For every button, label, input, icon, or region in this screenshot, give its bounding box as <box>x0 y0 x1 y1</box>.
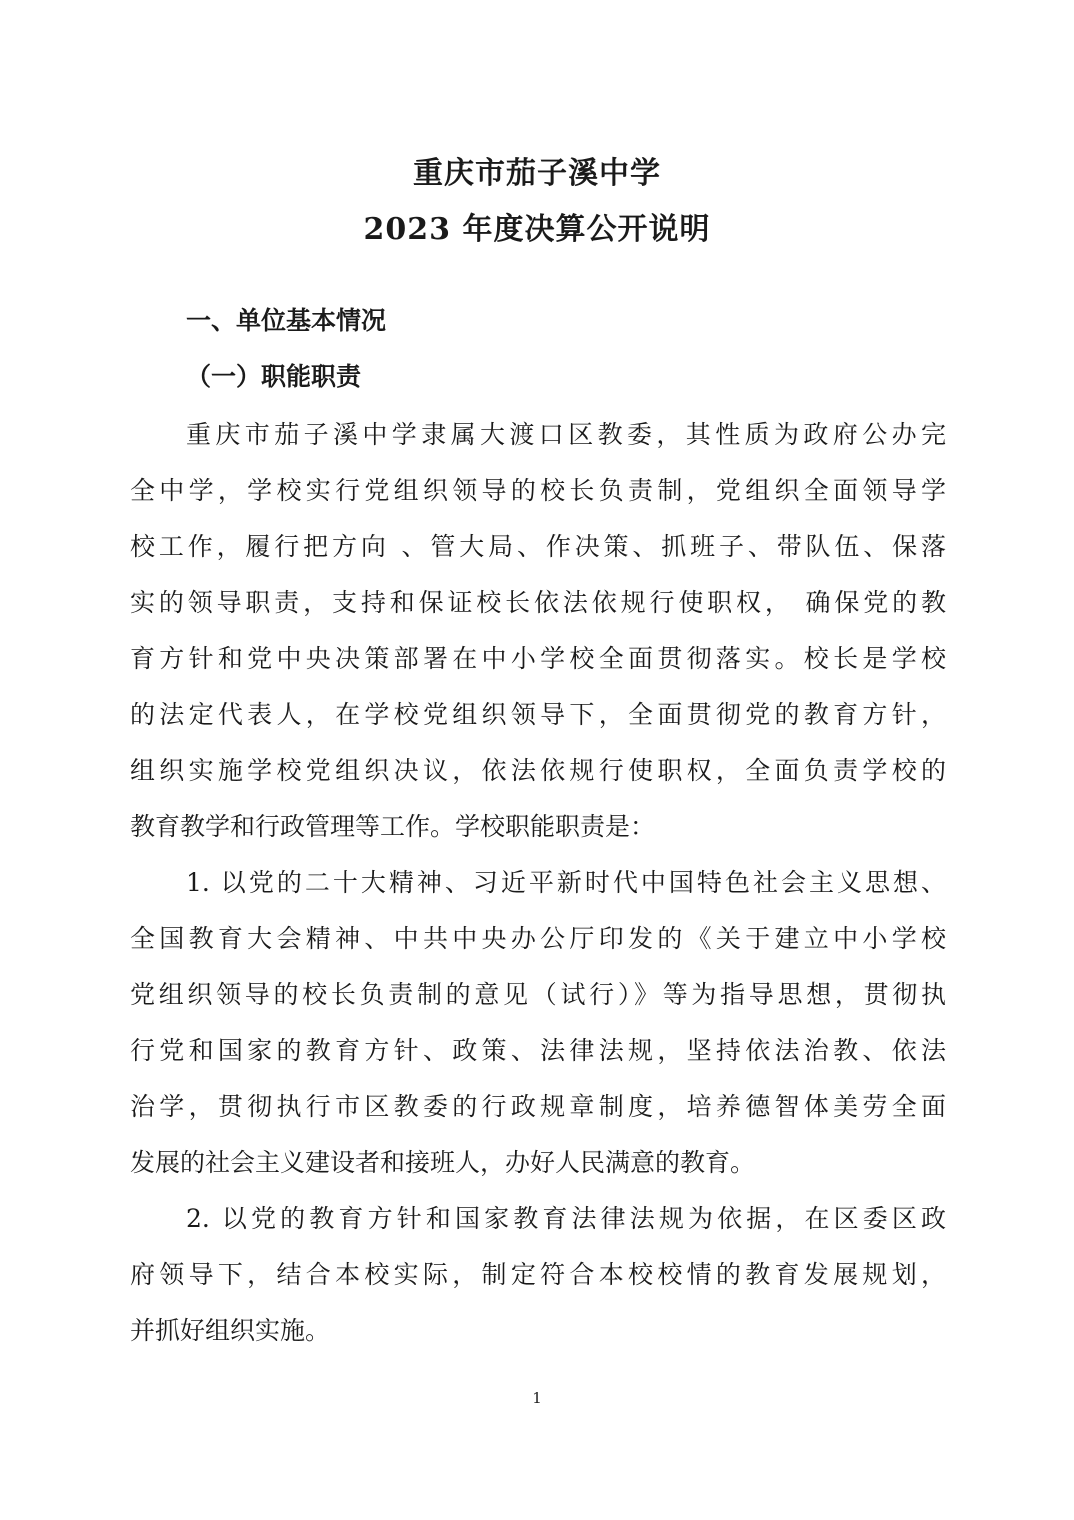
paragraph1-line: 的法定代表人，在学校党组织领导下，全面贯彻党的教育方针， <box>130 700 946 729</box>
paragraph3-line: 并抓好组织实施。 <box>130 1316 331 1345</box>
paragraph2-line: 治学，贯彻执行市区教委的行政规章制度，培养德智体美劳全面 <box>130 1092 946 1121</box>
document-title-line1: 重庆市茄子溪中学 <box>413 156 661 191</box>
paragraph1-line: 实的领导职责，支持和保证校长依法依规行使职权， 确保党的教 <box>130 588 946 617</box>
paragraph1-line: 组织实施学校党组织决议，依法依规行使职权，全面负责学校的 <box>130 756 946 785</box>
paragraph2-line: 全国教育大会精神、中共中央办公厅印发的《关于建立中小学校 <box>130 924 946 953</box>
paragraph1-line: 重庆市茄子溪中学隶属大渡口区教委，其性质为政府公办完 <box>186 420 946 449</box>
paragraph2-line: 行党和国家的教育方针、政策、法律法规，坚持依法治教、依法 <box>130 1036 946 1065</box>
paragraph2-line: 党组织领导的校长负责制的意见（试行）》等为指导思想，贯彻执 <box>130 980 946 1009</box>
section-heading: 一、单位基本情况 <box>186 306 387 335</box>
subsection-heading: （一）职能职责 <box>186 362 362 391</box>
paragraph1-line: 全中学，学校实行党组织领导的校长负责制，党组织全面领导学 <box>130 476 946 505</box>
paragraph3-line: 府领导下，结合本校实际，制定符合本校校情的教育发展规划， <box>130 1260 946 1289</box>
paragraph1-line: 校工作，履行把方向 、管大局、作决策、抓班子、带队伍、保落 <box>130 532 946 561</box>
paragraph1-line: 教育教学和行政管理等工作。学校职能职责是： <box>130 812 656 841</box>
paragraph2-line: 发展的社会主义建设者和接班人，办好人民满意的教育。 <box>130 1148 756 1177</box>
document-title-line2: 2023 年度决算公开说明 <box>363 212 711 247</box>
page-number: 1 <box>532 1389 542 1407</box>
paragraph2-line: 1. 以党的二十大精神、习近平新时代中国特色社会主义思想、 <box>186 868 946 897</box>
paragraph3-line: 2. 以党的教育方针和国家教育法律法规为依据，在区委区政 <box>186 1204 946 1233</box>
paragraph1-line: 育方针和党中央决策部署在中小学校全面贯彻落实。校长是学校 <box>130 644 946 673</box>
